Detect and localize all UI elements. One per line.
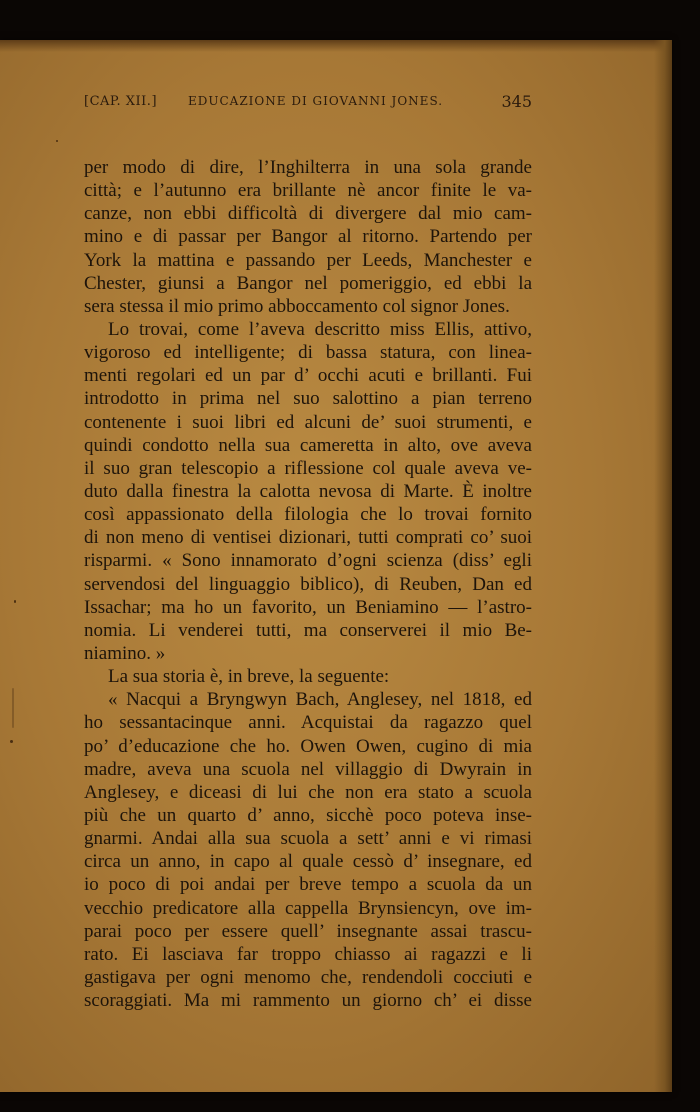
paper-speck <box>14 600 16 603</box>
running-title: EDUCAZIONE DI GIOVANNI JONES. <box>188 94 444 108</box>
text-line: rato. Ei lasciava far troppo chiasso ai ragazzi e li <box>84 943 532 965</box>
body-text <box>84 156 532 1012</box>
paper-speck <box>10 740 13 743</box>
page-edge-shadow <box>654 40 672 1092</box>
text-line: « Nacqui a Bryngwyn Bach, Anglesey, nel 1818, ed <box>108 689 532 711</box>
text-line: canze, non ebbi difficoltà di divergere dal mio cam- <box>84 203 532 225</box>
text-line: per modo di dire, l’Inghilterra in una sola grande <box>84 157 532 178</box>
text-line: servendosi del linguaggio biblico), di Reuben, Dan ed <box>84 573 532 595</box>
text-line: ho sessantacinque anni. Acquistai da ragazzo quel <box>84 712 532 734</box>
text-line: io poco di poi andai per breve tempo a scuola da un <box>84 874 532 896</box>
text-line: niamino. » <box>84 642 166 664</box>
text-line: Anglesey, e diceasi di lui che non era stato a scuola <box>84 781 532 803</box>
paper-speck <box>12 688 14 728</box>
text-line: Issachar; ma ho un favorito, un Beniamino — l’astro- <box>84 596 532 618</box>
text-line: vigoroso ed intelligente; di bassa statura, con linea- <box>84 342 532 364</box>
text-line: contenente i suoi libri ed alcuni de’ suoi strumenti, e <box>84 411 532 433</box>
text-line: così appassionato della filologia che lo trovai fornito <box>84 504 532 526</box>
text-line: risparmi. « Sono innamorato d’ogni scienza (diss’ egli <box>84 550 532 572</box>
text-line: Lo trovai, come l’aveva descritto miss Ellis, attivo, <box>108 318 532 340</box>
text-line: York la mattina e passando per Leeds, Manchester e <box>84 249 532 271</box>
text-line: sera stessa il mio primo abboccamento col signor Jones. <box>84 295 510 317</box>
text-line: introdotto in prima nel suo salottino a pian terreno <box>84 388 532 410</box>
text-line: il suo gran telescopio a riflessione col quale aveva ve- <box>84 457 532 479</box>
text-line: po’ d’educazione che ho. Owen Owen, cugino di mia <box>84 735 532 757</box>
page-header <box>84 92 532 116</box>
text-line: parai poco per essere quell’ insegnante assai trascu- <box>84 920 532 942</box>
paper-speck <box>56 140 58 142</box>
text-line: mino e di passar per Bangor al ritorno. Partendo per <box>84 226 532 248</box>
text-line: quindi condotto nella sua cameretta in alto, ove aveva <box>84 434 532 456</box>
text-line: circa un anno, in capo al quale cessò d’ insegnare, ed <box>84 851 532 873</box>
text-line: gnarmi. Andai alla sua scuola a sett’ anni e vi rimasi <box>84 828 532 850</box>
page-number: 345 <box>501 92 532 111</box>
chapter-label: [CAP. XII.] <box>84 94 158 109</box>
text-line: menti regolari ed un par d’ occhi acuti e brillanti. Fui <box>84 365 532 387</box>
text-line: Chester, giunsi a Bangor nel pomeriggio, ed ebbi la <box>84 272 532 294</box>
text-line: gastigava per ogni menomo che, rendendoli cocciuti e <box>84 966 532 988</box>
text-line: nomia. Li venderei tutti, ma conserverei il mio Be- <box>84 619 532 641</box>
text-line: scoraggiati. Ma mi rammento un giorno ch’ ei disse <box>84 990 532 1012</box>
text-line: La sua storia è, in breve, la seguente: <box>108 666 390 688</box>
text-line: più che un quarto d’ anno, sicchè poco poteva inse- <box>84 804 532 826</box>
text-line: duto dalla finestra la calotta nevosa di Marte. È inoltre <box>84 480 532 502</box>
text-line: madre, aveva una scuola nel villaggio di Dwyrain in <box>84 758 532 780</box>
text-line: di non meno di ventisei dizionari, tutti comprati co’ suoi <box>84 527 532 549</box>
text-line: città; e l’autunno era brillante nè ancor finite le va- <box>84 180 532 202</box>
text-line: vecchio predicatore alla cappella Brynsiencyn, ove im- <box>84 897 532 919</box>
